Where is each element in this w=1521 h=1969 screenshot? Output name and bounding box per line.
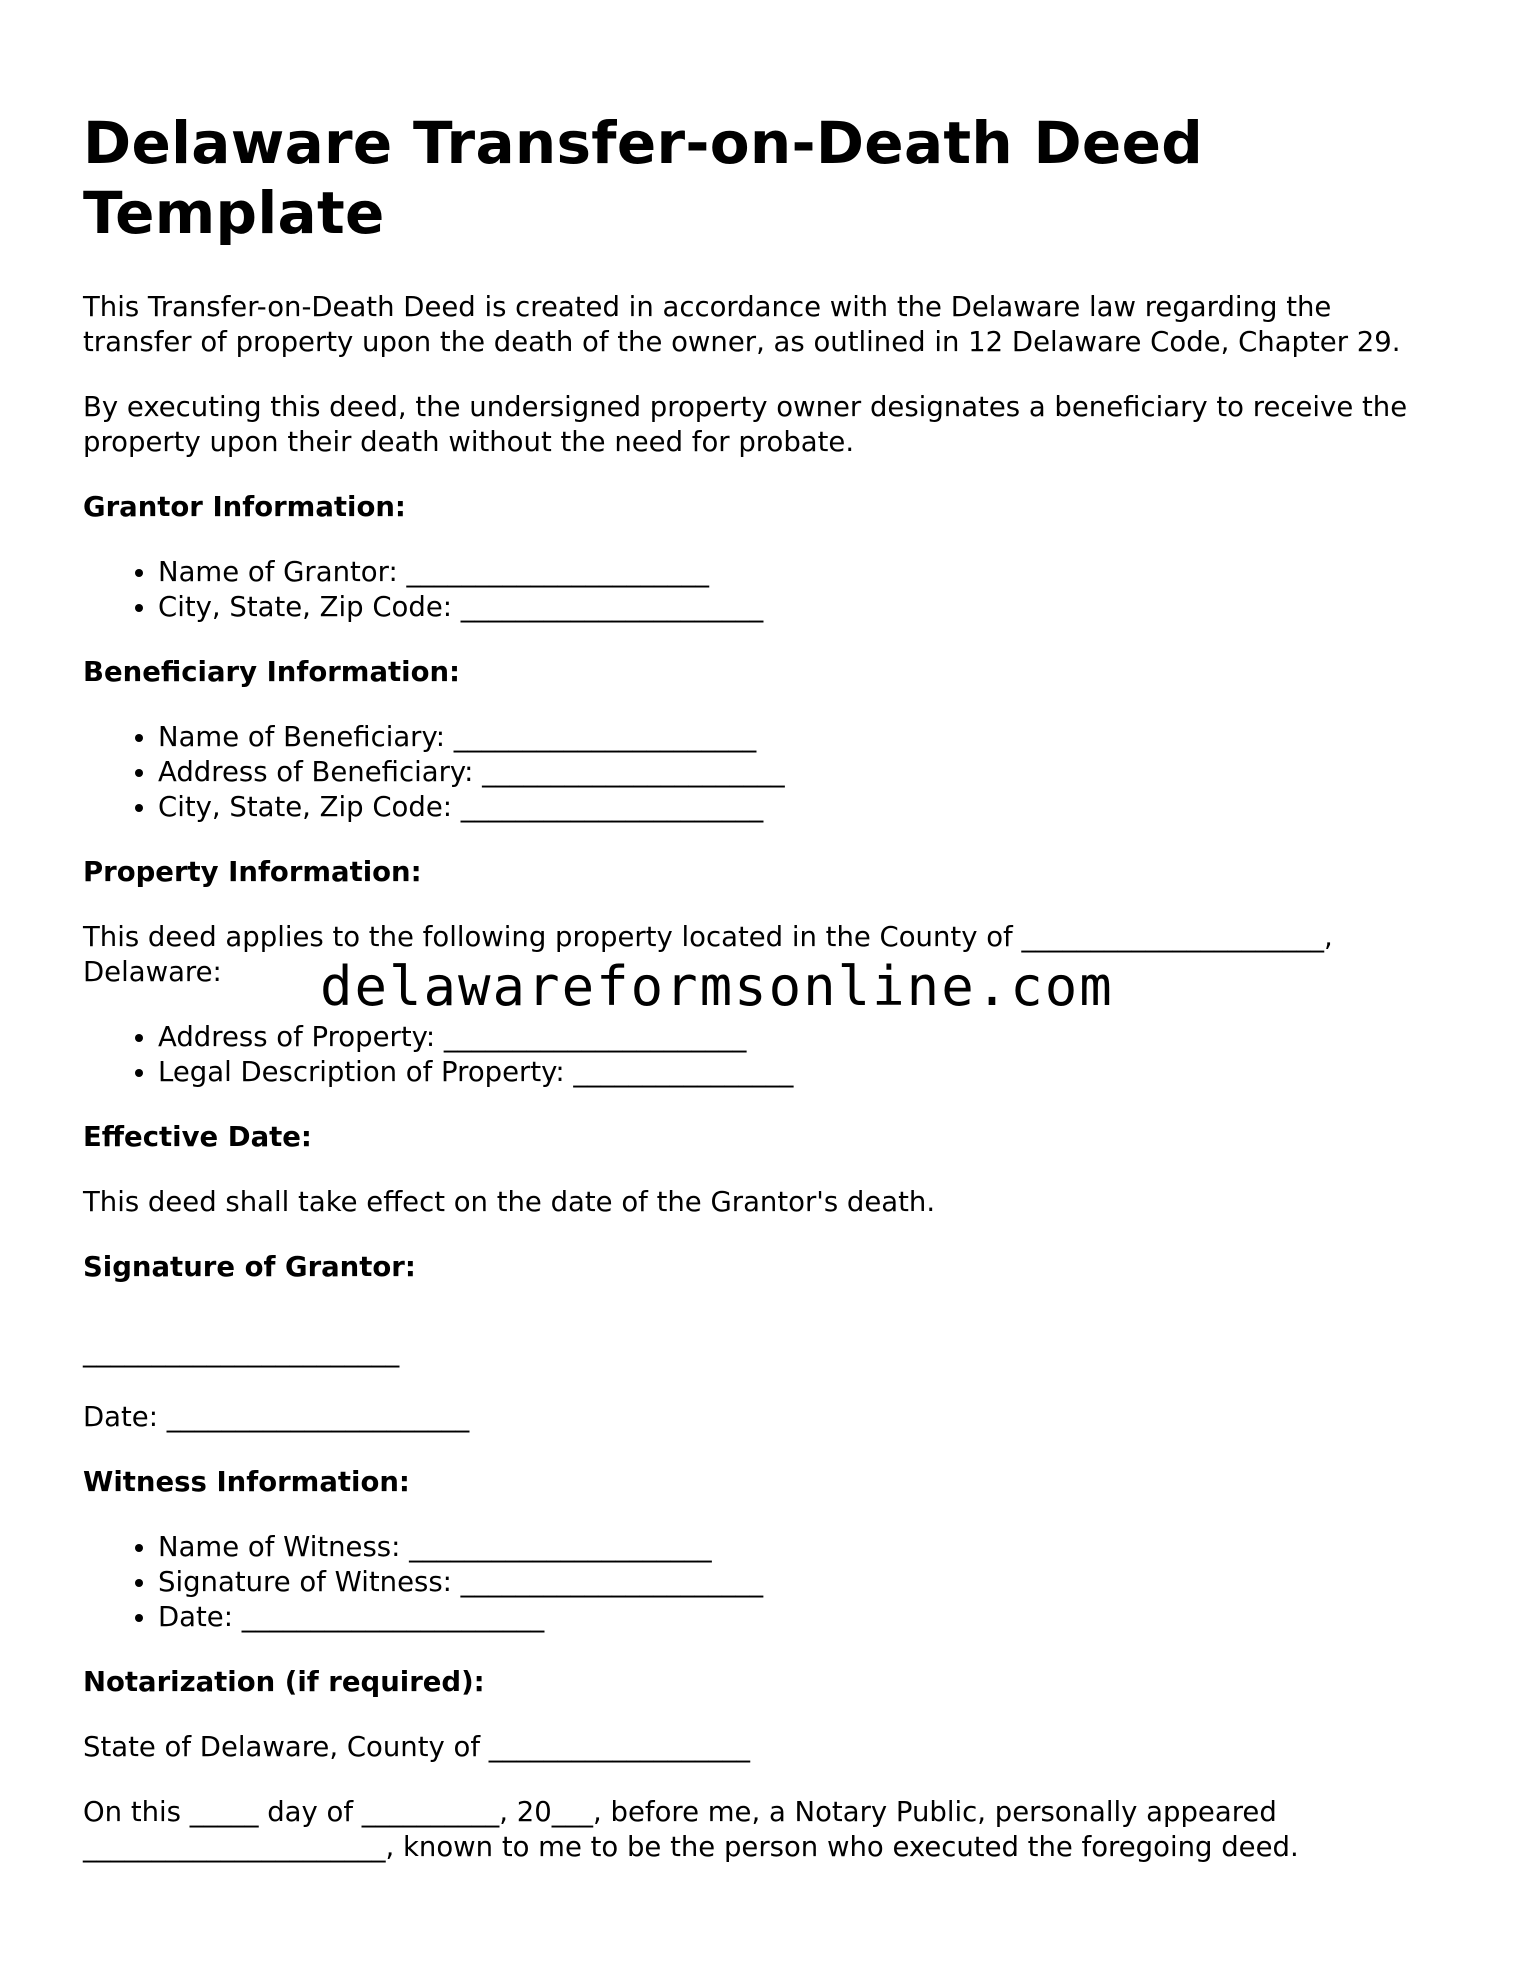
grantor-signature-line: _______________________	[83, 1336, 400, 1368]
grantor-list	[83, 555, 1443, 625]
signature-date: Date: ______________________	[83, 1401, 470, 1433]
document-title: Delaware Transfer-on-Death Deed Template	[83, 109, 1204, 247]
property-paragraph: This deed applies to the following property located in the County of ______________________, Delaware:	[83, 921, 1333, 988]
watermark: delawareformsonline.com	[320, 955, 1114, 1018]
witness-list	[83, 1530, 1443, 1635]
document-page	[83, 108, 1443, 1895]
list-item: • Date: ______________________	[158, 1600, 1443, 1635]
intro-paragraph-2: By executing this deed, the undersigned property owner designates a beneficiary to receive the property upon their death without the need for probate.	[83, 391, 1408, 458]
list-item: • Name of Grantor: ______________________	[158, 555, 1443, 590]
grantor-heading: Grantor Information:	[83, 491, 406, 523]
notarization-county: State of Delaware, County of ___________________	[83, 1731, 750, 1763]
list-item: • Name of Beneficiary: ______________________	[158, 720, 1443, 755]
list-item: • City, State, Zip Code: ______________________	[158, 790, 1443, 825]
list-item: • Address of Beneficiary: ______________________	[158, 755, 1443, 790]
list-item: • Legal Description of Property: ________________	[158, 1055, 1443, 1090]
effective-date-paragraph: This deed shall take effect on the date of the Grantor's death.	[83, 1186, 936, 1218]
signature-heading: Signature of Grantor:	[83, 1251, 416, 1283]
notarization-paragraph: On this _____ day of __________, 20___, before me, a Notary Public, personally appeared ______________________, known to me to be the person who executed the foregoing deed.	[83, 1796, 1299, 1863]
property-heading: Property Information:	[83, 856, 422, 888]
notarization-heading: Notarization (if required):	[83, 1666, 485, 1698]
beneficiary-list	[83, 720, 1443, 825]
effective-date-heading: Effective Date:	[83, 1121, 312, 1153]
list-item: • Signature of Witness: ______________________	[158, 1565, 1443, 1600]
beneficiary-heading: Beneficiary Information:	[83, 656, 461, 688]
intro-paragraph-1: This Transfer-on-Death Deed is created in accordance with the Delaware law regarding the transfer of property upon the death of the owner, as outlined in 12 Delaware Code, Chapter 29.	[83, 291, 1401, 358]
property-list	[83, 1020, 1443, 1090]
list-item: • Name of Witness: ______________________	[158, 1530, 1443, 1565]
list-item: • City, State, Zip Code: ______________________	[158, 590, 1443, 625]
list-item: • Address of Property: ______________________	[158, 1020, 1443, 1055]
witness-heading: Witness Information:	[83, 1466, 410, 1498]
